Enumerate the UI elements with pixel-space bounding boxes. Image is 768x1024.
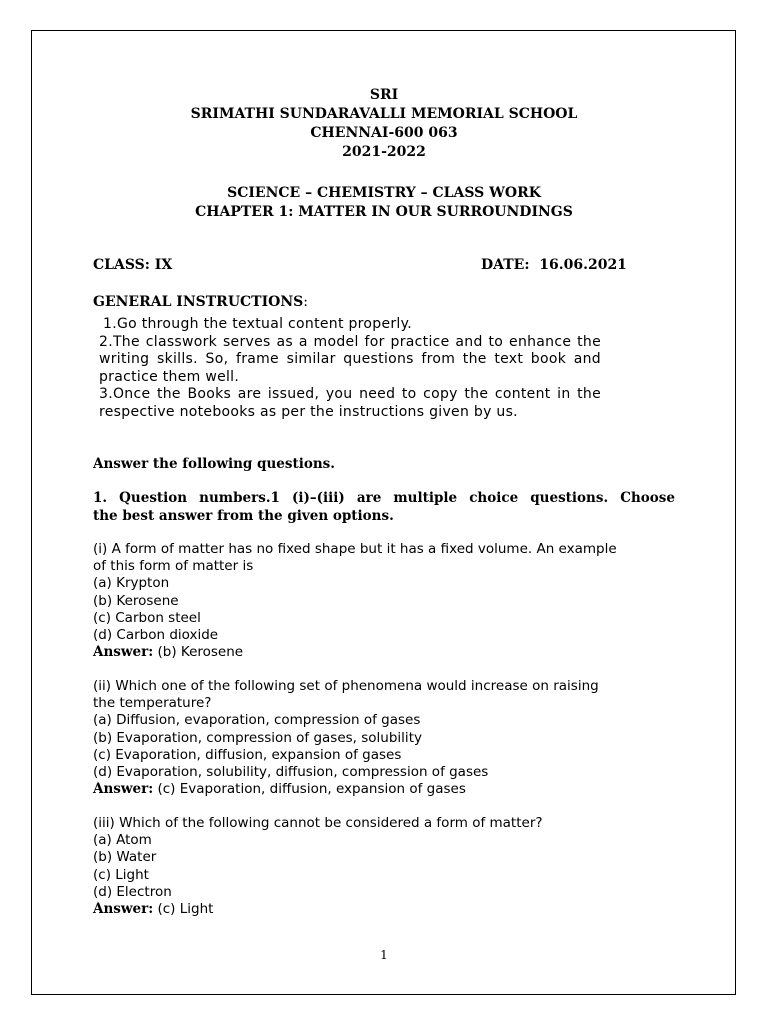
instructions-heading-text: GENERAL INSTRUCTIONS [93,294,304,310]
question-3 [93,815,543,918]
answer-line [93,644,617,661]
option: (b) Evaporation, compression of gases, solubility [93,729,422,746]
option: (d) Electron [93,883,172,900]
answer-text: (c) Evaporation, diffusion, expansion of gases [153,781,466,798]
date-value: 16.06.2021 [539,257,627,273]
option: (a) Atom [93,832,152,849]
question-heading-line: 1. Question numbers.1 (i)–(iii) are multiple choice questions. Choose [93,490,675,506]
answer-line [93,901,543,918]
option: (a) Krypton [93,575,170,592]
page-number: 1 [380,948,388,962]
header-sri: SRI [369,87,399,103]
instruction-item: 3.Once the Books are issued, you need to copy the content in the respective notebooks as per the instructions given by us. [99,386,601,420]
option: (c) Carbon steel [93,609,201,626]
school-city: CHENNAI-600 063 [310,125,458,141]
date-field [481,257,627,274]
date-label: DATE: [481,257,530,273]
option: (c) Evaporation, diffusion, expansion of gases [93,746,402,763]
option: (a) Diffusion, evaporation, compression of gases [93,712,421,729]
answer-text: (c) Light [153,900,214,917]
instruction-item: 2.The classwork serves as a model for practice and to enhance the writing skills. So, frame similar questions from the text book and practice them well. [99,333,601,385]
answer-label: Answer: [93,644,154,661]
option: (d) Carbon dioxide [93,626,219,643]
answer-text: (b) Kerosene [153,644,244,661]
answer-label: Answer: [93,781,154,798]
instructions-heading [93,294,308,311]
question-stem-line: of this form of matter is [93,558,254,575]
option: (b) Water [93,849,157,866]
question-heading-line: the best answer from the given options. [93,507,394,524]
question-stem-line: (i) A form of matter has no fixed shape but it has a fixed volume. An example [93,541,617,557]
answer-prompt: Answer the following questions. [93,456,335,472]
question-heading [93,490,675,525]
school-header [0,86,768,162]
class-label: CLASS: IX [93,257,173,273]
option: (d) Evaporation, solubility, diffusion, compression of gases [93,763,489,780]
question-1 [93,541,617,661]
answer-line [93,781,599,798]
academic-year: 2021-2022 [342,144,426,160]
question-stem-line: the temperature? [93,695,212,712]
instructions-colon: : [303,294,308,310]
question-stem-line: (iii) Which of the following cannot be considered a form of matter? [93,815,543,831]
question-stem-line: (ii) Which one of the following set of phenomena would increase on raising [93,678,599,694]
school-name: SRIMATHI SUNDARAVALLI MEMORIAL SCHOOL [190,106,578,122]
instruction-item: 1.Go through the textual content properly. [103,316,412,332]
question-2 [93,678,599,798]
instructions-list [99,316,601,421]
option: (b) Kerosene [93,592,179,609]
subject-title: SCIENCE – CHEMISTRY – CLASS WORK [227,185,541,201]
answer-label: Answer: [93,900,154,917]
chapter-title: CHAPTER 1: MATTER IN OUR SURROUNDINGS [195,204,573,220]
subject-header [0,184,768,222]
option: (c) Light [93,866,149,883]
